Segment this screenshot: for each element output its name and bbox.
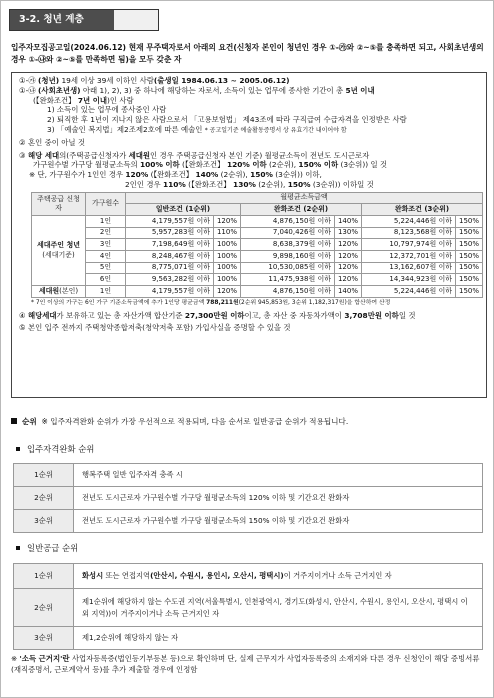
req-item-3: 3) 「예술인 복지법」제2조제2호에 따른 예술인 * 공고일기준 예술활동증명서 상 유효기간 내이어야 함 bbox=[47, 124, 347, 134]
col-applicant: 주택공급 신청자 bbox=[32, 192, 86, 215]
subheading-general-rank: 일반공급 순위 bbox=[11, 543, 78, 554]
table-row: 1순위 화성시 또는 연접지역(안산시, 수원시, 용인시, 오산시, 평택시)이 거주지이거나 소득 근거지인 자 bbox=[14, 564, 483, 589]
bullet-icon bbox=[16, 546, 20, 550]
table-row: 2인 5,957,283원 이하 110% 7,040,426원 이하 130% 8,123,568원 이하 150% bbox=[32, 227, 483, 239]
subheading-relaxed-rank: 입주자격완화 순위 bbox=[11, 444, 94, 455]
income-table bbox=[31, 192, 483, 298]
section-title: 3-2. 청년 계층 bbox=[10, 10, 114, 30]
income-note: * 7인 이상의 가구는 6인 가구 기준소득금액에 추가 1인당 평균금액 788,211원(2순위 945,853원, 3순위 1,182,317원)을 합산하여 산정 bbox=[31, 299, 391, 306]
req-new-worker-relaxed: (【완화조건】 7년 이내)인 사람 bbox=[33, 95, 134, 105]
intro-paragraph: 입주자모집공고일(2024.06.12) 현재 무주택자로서 아래의 요건(신청자 본인이 청년인 경우 ①-㉮와 ②~⑤를 충족하면 되고, 사회초년생의 경우 ①-㉯와 ②~⑤를 만족하면 됨)을 모두 갖춘 자 bbox=[11, 43, 484, 65]
general-rank-table bbox=[13, 563, 483, 650]
table-row: 2순위 전년도 도시근로자 가구원수별 가구당 월평균소득의 120% 이하 및 기간요건 완화자 bbox=[14, 487, 483, 510]
footnote: ※ '소득 근거지'란 사업자등록증(법인등기부등본 등)으로 확인하며 단, 실제 근무지가 사업자등록증의 소재지와 다른 경우 신청인이 해당 증빙서류(재직증명서, 근로계약서 등)를 추가 제출할 경우에 인정함 bbox=[11, 654, 480, 675]
table-row: 세대주인 청년 (세대기준) 1인 4,179,557원 이하 120% 4,876,150원 이하 140% 5,224,446원 이하 150% bbox=[32, 215, 483, 227]
col-cond-2: 완화조건 (2순위) bbox=[240, 204, 361, 216]
req-income-note1: ※ 단, 가구원수가 1인인 경우 120% (【완화조건】 140% (2순위), 150% (3순위)) 이하, bbox=[29, 170, 322, 180]
req-item-1: 1) 소득이 있는 업무에 종사중인 사람 bbox=[47, 105, 167, 115]
section-header bbox=[9, 9, 159, 31]
table-row: 3순위 전년도 도시근로자 가구원수별 가구당 월평균소득의 150% 이하 및 기간요건 완화자 bbox=[14, 510, 483, 533]
table-row: 5인 8,775,071원 이하 100% 10,530,085원 이하 120% 13,162,607원 이하 150% bbox=[32, 262, 483, 274]
square-bullet-icon bbox=[11, 418, 17, 424]
rank-heading: 순위 ※ 입주자격완화 순위가 가장 우선적으로 적용되며, 다음 순서로 일반공급 순위가 적용됩니다. bbox=[11, 417, 487, 427]
req-unmarried: ② 혼인 중이 아닐 것 bbox=[19, 137, 85, 147]
col-income-group: 월평균소득금액 bbox=[126, 192, 483, 204]
table-row: 3인 7,198,649원 이하 100% 8,638,379원 이하 120% 10,797,974원 이하 150% bbox=[32, 239, 483, 251]
group-head-member: 세대원(본인) bbox=[32, 286, 86, 298]
req-income-note2: 2인인 경우 110% (【완화조건】 130% (2순위), 150% (3순위)) 이하일 것 bbox=[125, 179, 374, 189]
table-row: 세대원(본인) 1인 4,179,557원 이하 120% 4,876,150원 이하 140% 5,224,446원 이하 150% bbox=[32, 286, 483, 298]
req-youth: ①-㉮ (청년) 19세 이상 39세 이하인 사람(출생일 1984.06.13 ~ 2005.06.12) bbox=[19, 76, 290, 85]
table-row: 1순위 행복주택 일반 입주자격 충족 시 bbox=[14, 464, 483, 487]
table-row: 4인 8,248,467원 이하 100% 9,898,160원 이하 120% 12,372,701원 이하 150% bbox=[32, 251, 483, 263]
bullet-icon bbox=[16, 447, 20, 451]
req-assets: ④ 해당세대가 보유하고 있는 총 자산가액 합산기준 27,300만원 이하이고, 총 자산 중 자동차가액이 3,708만원 이하일 것 bbox=[19, 310, 416, 320]
req-new-worker: ①-㉯ (사회초년생) 아래 1), 2), 3) 중 하나에 해당하는 자로서, 소득이 있는 업무에 종사한 기간이 총 5년 이내 bbox=[19, 85, 375, 95]
req-income-line2: 가구원수별 가구당 월평균소득의 100% 이하 (【완화조건】 120% 이하 (2순위), 150% 이하 (3순위)) 일 것 bbox=[33, 160, 388, 170]
table-row: 3순위 제1,2순위에 해당하지 않는 자 bbox=[14, 627, 483, 650]
table-row: 2순위 제1순위에 해당하지 않는 수도권 지역(서울특별시, 인천광역시, 경기도(화성시, 안산시, 수원시, 용인시, 오산시, 평택시 이외 지역))이 거주지이거나 소득 근거지인 자 bbox=[14, 589, 483, 627]
relaxed-rank-table bbox=[13, 463, 483, 533]
req-savings: ⑤ 본인 입주 전까지 주택청약종합저축(청약저축 포함) 가입사실을 증명할 수 있을 것 bbox=[19, 323, 291, 333]
col-household-size: 가구원수 bbox=[86, 192, 126, 215]
group-head-householder: 세대주인 청년 (세대기준) bbox=[32, 215, 86, 285]
req-item-2: 2) 퇴직한 후 1년이 지나지 않은 사람으로서 「고용보험법」 제43조에 따라 구직급여 수급자격을 인정받은 사람 bbox=[47, 115, 407, 125]
col-cond-1: 일반조건 (1순위) bbox=[126, 204, 241, 216]
table-row: 6인 9,563,282원 이하 100% 11,475,938원 이하 120% 14,344,923원 이하 150% bbox=[32, 274, 483, 286]
req-income: ③ 해당 세대의(주택공급신청자가 세대원인 경우 주택공급신청자 본인 기준) 월평균소득이 전년도 도시근로자 bbox=[19, 150, 370, 160]
requirements-box bbox=[11, 72, 487, 398]
col-cond-3: 완화조건 (3순위) bbox=[361, 204, 482, 216]
